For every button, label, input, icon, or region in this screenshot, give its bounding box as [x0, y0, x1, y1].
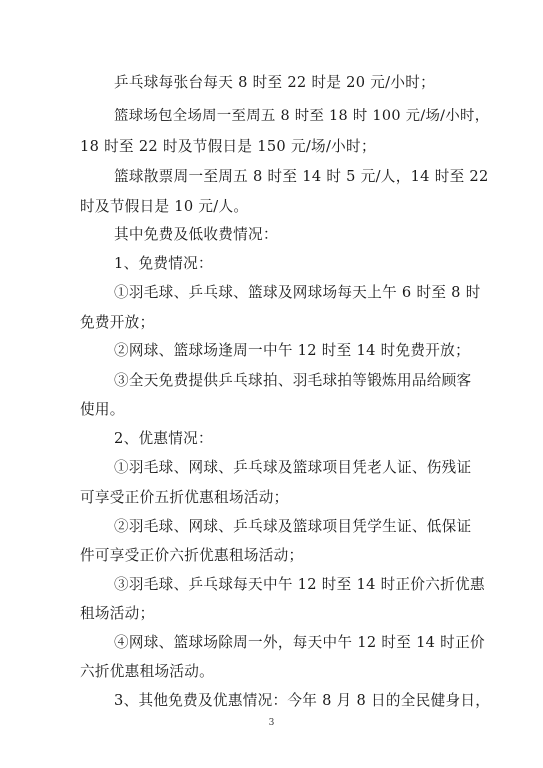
text-line: 1、免费情况：	[114, 255, 213, 272]
text-line: 租场活动；	[80, 605, 155, 622]
text-line: ①羽毛球、网球、乒乓球及篮球项目凭老人证、伤残证	[114, 459, 472, 476]
text-line: 六折优惠租场活动。	[80, 663, 215, 680]
text-line: 乒乓球每张台每天 8 时至 22 时是 20 元/小时；	[114, 74, 436, 91]
text-line: 3、其他免费及优惠情况：今年 8 月 8 日的全民健身日，	[114, 692, 491, 709]
text-line: 其中免费及低收费情况：	[114, 226, 278, 243]
text-line: 件可享受正价六折优惠租场活动；	[80, 547, 304, 564]
text-line: 18 时至 22 时及节假日是 150 元/场/小时；	[80, 138, 376, 155]
text-line: ②网球、篮球场逢周一中午 12 时至 14 时免费开放；	[114, 342, 470, 359]
text-line: ①羽毛球、乒乓球、篮球及网球场每天上午 6 时至 8 时	[114, 284, 481, 301]
text-line: ②羽毛球、网球、乒乓球及篮球项目凭学生证、低保证	[114, 518, 472, 535]
text-line: ③羽毛球、乒乓球每天中午 12 时至 14 时正价六折优惠	[114, 576, 485, 593]
text-line: 篮球场包全场周一至周五 8 时至 18 时 100 元/场/小时，	[114, 108, 490, 124]
text-line: 可享受正价五折优惠租场活动；	[80, 489, 289, 506]
text-line: ④网球、篮球场除周一外，每天中午 12 时至 14 时正价	[114, 634, 485, 651]
text-line: 免费开放；	[80, 314, 155, 331]
text-line: 2、优惠情况：	[114, 430, 213, 447]
text-line: 篮球散票周一至周五 8 时至 14 时 5 元/人，14 时至 22	[114, 168, 489, 185]
text-line: 使用。	[80, 401, 125, 418]
text-line: 时及节假日是 10 元/人。	[80, 198, 249, 215]
text-line: ③全天免费提供乒乓球拍、羽毛球拍等锻炼用品给顾客	[114, 372, 472, 389]
page-number: 3	[268, 718, 275, 728]
